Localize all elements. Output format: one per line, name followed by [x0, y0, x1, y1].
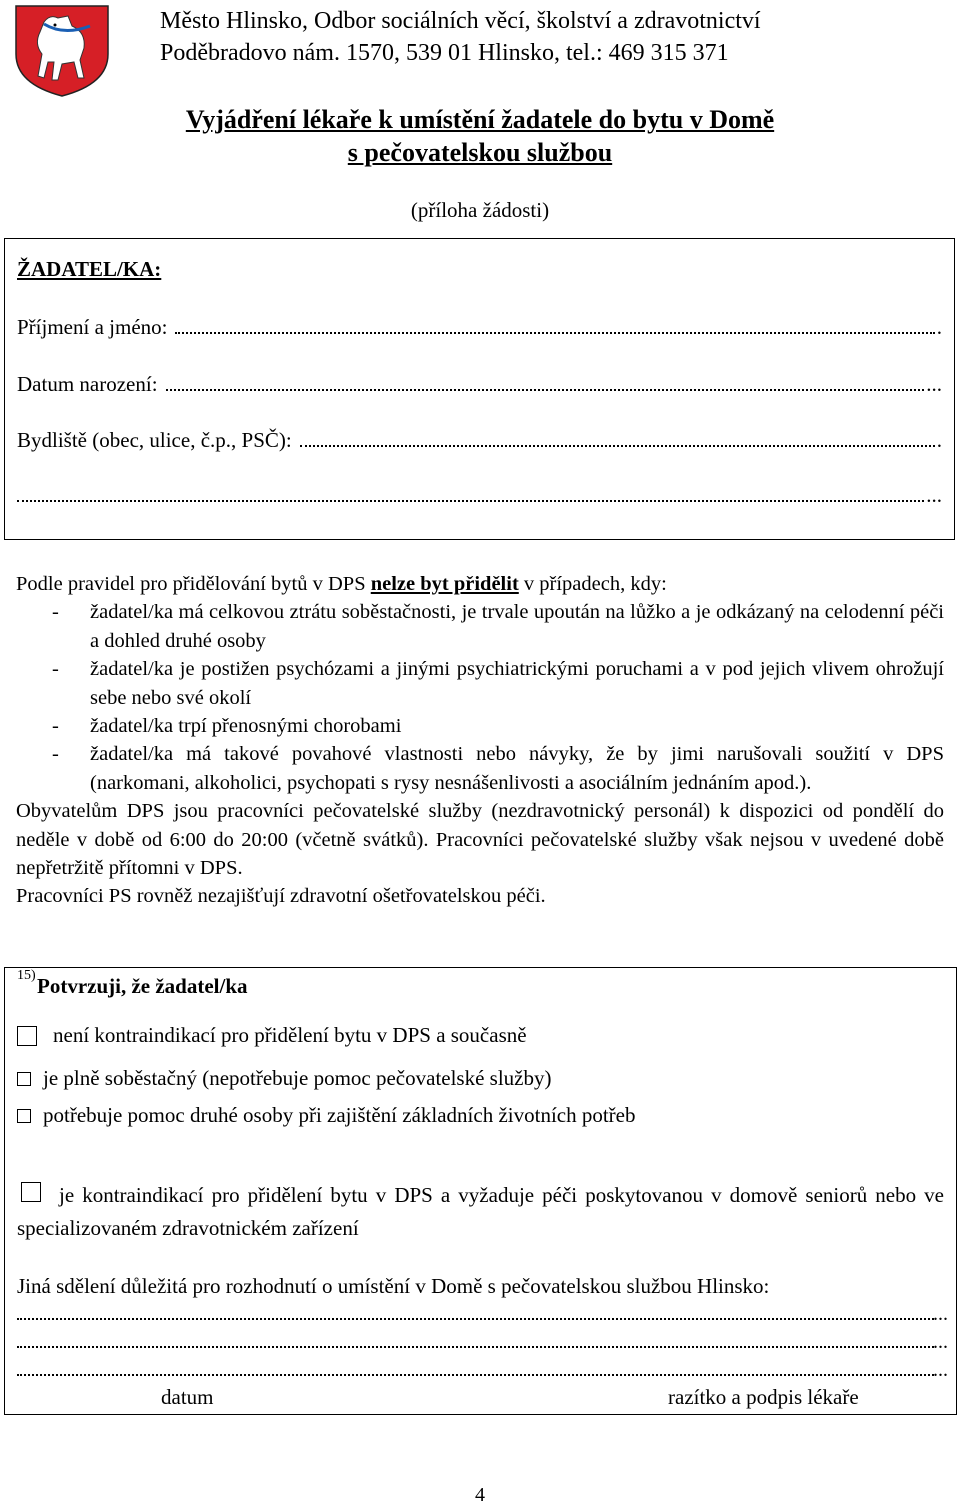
other-notes-line[interactable] [17, 1316, 934, 1320]
rules-intro-tail: v případech, kdy: [518, 573, 667, 595]
address-continuation-line[interactable] [17, 486, 924, 502]
rule-item-text: žadatel/ka má takové povahové vlastnosti nebo návyky, že by jimi narušovali soužití v DPS (narkomani, alkoholici, psychopati s rysy nesnášenlivosti a asociálním jednáním apod.). [90, 743, 944, 794]
birthdate-field[interactable] [17, 372, 942, 397]
hlinsko-coat-of-arms-icon [14, 4, 110, 98]
name-field-line[interactable] [175, 318, 934, 334]
rule-item-text: žadatel/ka má celkovou ztrátu soběstačnosti, je trvale upoután na lůžko a je odkázaný na celodenní péči a dohled druhé osoby [90, 601, 944, 652]
service-hours-paragraph: Obyvatelům DPS jsou pracovníci pečovatelské služby (nezdravotnický personál) k dispozici od pondělí do neděle v době od 6:00 do 20:00 (včetně svátků). Pracovníci pečovatelské služby však nejsou v uvedené době nepřetržitě přítomni v DPS. [16, 800, 944, 880]
other-notes-line-end: ... [933, 1359, 948, 1381]
document-subtitle: (příloha žádosti) [410, 198, 550, 222]
rule-item-text: žadatel/ka je postižen psychózami a jinými psychiatrickými poruchami a v pod jejich vlivem ohrožují sebe nebo své okolí [90, 658, 944, 709]
checkbox[interactable] [17, 1072, 31, 1086]
other-notes-label: Jiná sdělení důležitá pro rozhodnutí o umístění v Domě s pečovatelskou službou Hlinsko: [17, 1274, 770, 1298]
doctor-confirmation-section [4, 967, 957, 1415]
page-number: 4 [475, 1484, 485, 1506]
applicant-section [4, 238, 955, 540]
needs-help-label: potřebuje pomoc druhé osoby při zajištění základních životních potřeb [43, 1103, 636, 1127]
self-sufficient-option[interactable] [17, 1066, 944, 1091]
address-field-end: . [936, 428, 942, 452]
footnote-marker: 15) [17, 968, 36, 983]
other-notes-line-end: ... [933, 1303, 948, 1325]
document-title-line2: s pečovatelskou službou [347, 138, 613, 167]
checkbox[interactable] [17, 1109, 31, 1123]
checkbox[interactable] [17, 1026, 37, 1046]
list-item: - žadatel/ka je postižen psychózami a jinými psychiatrickými poruchami a v pod jejich vlivem ohrožují sebe nebo své okolí [16, 655, 944, 712]
rules-intro-text: Podle pravidel pro přidělování bytů v DPS [16, 573, 371, 595]
address-continuation-end: ... [926, 483, 942, 507]
no-nursing-care-paragraph: Pracovníci PS rovněž nezajišťují zdravotní ošetřovatelskou péči. [16, 885, 546, 908]
needs-help-option[interactable] [17, 1103, 944, 1128]
contraindication-label: je kontraindikací pro přidělení bytu v DPS a vyžaduje péči poskytovanou v domově seniorů nebo ve specializovaném zdravotnickém zařízení [17, 1183, 944, 1240]
birthdate-field-line[interactable] [166, 375, 925, 391]
rules-section [16, 570, 944, 911]
doctor-signature-label: razítko a podpis lékaře [668, 1385, 859, 1409]
date-label: datum [161, 1385, 214, 1409]
name-field[interactable] [17, 315, 942, 340]
address-field[interactable] [17, 428, 942, 453]
name-field-label: Příjmení a jméno: [17, 315, 168, 339]
office-address: Poděbradovo nám. 1570, 539 01 Hlinsko, tel.: 469 315 371 [160, 40, 729, 66]
rules-intro-emphasis: nelze byt přidělit [370, 573, 519, 595]
rules-intro [16, 570, 944, 598]
document-title-line1: Vyjádření lékaře k umístění žadatele do bytu v Domě [185, 105, 775, 134]
other-notes-line[interactable] [17, 1372, 934, 1376]
other-notes-line[interactable] [17, 1344, 934, 1348]
address-field-continuation[interactable] [17, 483, 942, 508]
no-contraindication-option[interactable] [17, 1023, 944, 1048]
birthdate-field-label: Datum narození: [17, 372, 158, 396]
birthdate-field-end: ... [926, 372, 942, 396]
address-field-label: Bydliště (obec, ulice, č.p., PSČ): [17, 428, 292, 452]
list-item: - žadatel/ka trpí přenosnými chorobami [16, 712, 944, 740]
list-item: - žadatel/ka má celkovou ztrátu soběstačnosti, je trvale upoután na lůžko a je odkázaný na celodenní péči a dohled druhé osoby [16, 598, 944, 655]
address-field-line[interactable] [300, 431, 935, 447]
applicant-heading: ŽADATEL/KA: [17, 257, 162, 281]
name-field-end: . [936, 315, 942, 339]
confirmation-heading: Potvrzuji, že žadatel/ka [37, 974, 248, 998]
no-contraindication-label: není kontraindikací pro přidělení bytu v DPS a současně [53, 1023, 527, 1047]
other-notes-line-end: ... [933, 1331, 948, 1353]
rule-item-text: žadatel/ka trpí přenosnými chorobami [90, 715, 402, 738]
office-name: Město Hlinsko, Odbor sociálních věcí, školství a zdravotnictví [160, 8, 761, 34]
list-item: - žadatel/ka má takové povahové vlastnosti nebo návyky, že by jimi narušovali soužití v DPS (narkomani, alkoholici, psychopati s rysy nesnášenlivosti a asociálním jednáním apod.). [16, 740, 944, 797]
self-sufficient-label: je plně soběstačný (nepotřebuje pomoc pečovatelské služby) [43, 1066, 552, 1090]
